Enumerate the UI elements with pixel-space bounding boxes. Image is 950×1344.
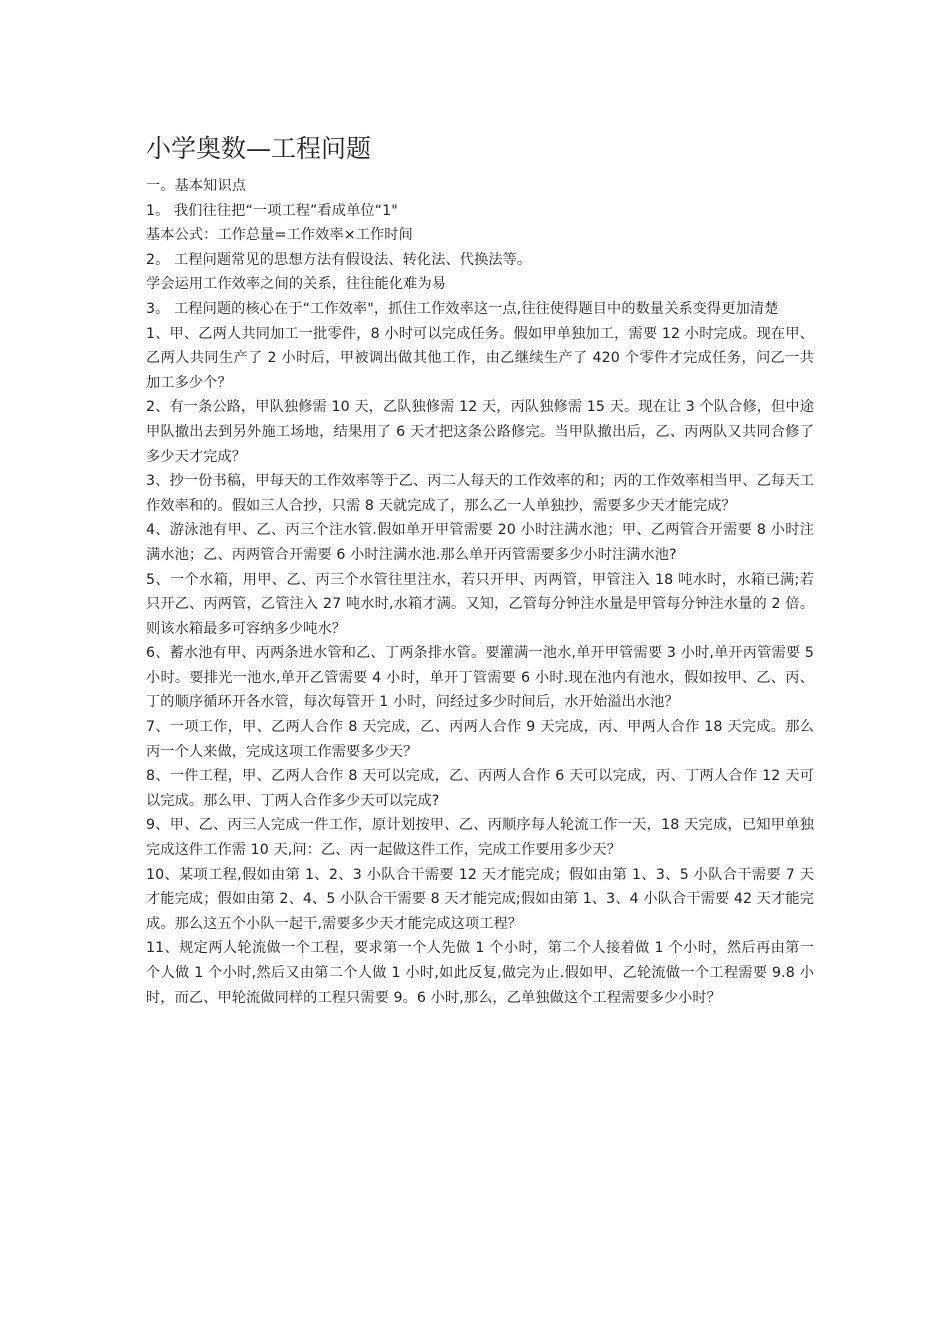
- problem-item: 1、甲、乙两人共同加工一批零件，8 小时可以完成任务。假如甲单独加工，需要 12 小时完成。现在甲、乙两人共同生产了 2 小时后，甲被调出做其他工作，由乙继续生产了 420 个零件才完成任务，问乙一共加工多少个？: [146, 325, 814, 391]
- problem-item: 11、规定两人轮流做一个工程，要求第一个人先做 1 个小时，第二个人接着做 1 个小时，然后再由第一个人做 1 个小时,然后又由第二个人做 1 小时,如此反复,做完为止.假如甲、乙轮流做一个工程需要 9.8 小时，而乙、甲轮流做同样的工程只需要 9。6 小时,那么，乙单独做这个工程需要多少小时？: [146, 940, 814, 1006]
- page-title: 小学奥数—工程问题: [146, 134, 372, 163]
- problem-item: 8、一件工程，甲、乙两人合作 8 天可以完成，乙、丙两人合作 6 天可以完成，丙、丁两人合作 12 天可以完成。那么甲、丁两人合作多少天可以完成?: [146, 768, 814, 809]
- document-body: [146, 128, 814, 1010]
- problem-item: 4、游泳池有甲、乙、丙三个注水管.假如单开甲管需要 20 小时注满水池；甲、乙两管合开需要 8 小时注满水池；乙、丙两管合开需要 6 小时注满水池.那么单开丙管需要多少小时注满水池?: [146, 522, 814, 563]
- problem-item: 3、抄一份书稿，甲每天的工作效率等于乙、丙二人每天的工作效率的和；丙的工作效率相当甲、乙每天工作效率和的。假如三人合抄，只需 8 天就完成了，那么乙一人单独抄，需要多少天才能完成？: [146, 473, 814, 514]
- knowledge-point: 学会运用工作效率之间的关系，往往能化难为易: [146, 276, 447, 293]
- knowledge-point: 基本公式：工作总量=工作效率×工作时间: [146, 227, 413, 244]
- problem-item: 10、某项工程,假如由第 1、2、3 小队合干需要 12 天才能完成；假如由第 1、3、5 小队合干需要 7 天才能完成；假如由第 2、4、5 小队合干需要 8 天才能完成;假如由第 1、3、4 小队合干需要 42 天才能完成。那么这五个小队一起干,需要多少天才能完成这项工程？: [146, 866, 814, 932]
- problem-item: 5、一个水箱，用甲、乙、丙三个水管往里注水，若只开甲、丙两管，甲管注入 18 吨水时，水箱已满;若只开乙、丙两管，乙管注入 27 吨水时,水箱才满。又知，乙管每分钟注水量是甲管每分钟注水量的 2 倍。则该水箱最多可容纳多少吨水？: [146, 571, 814, 637]
- knowledge-point: 1。 我们往往把“一项工程”看成单位“1": [146, 202, 398, 219]
- problem-item: 2、有一条公路，甲队独修需 10 天，乙队独修需 12 天，丙队独修需 15 天。现在让 3 个队合修，但中途甲队撤出去到另外施工场地，结果用了 6 天才把这条公路修完。当甲队撤出后，乙、丙两队又共同合修了多少天才完成？: [146, 399, 814, 465]
- knowledge-point: 3。 工程问题的核心在于“工作效率"，抓住工作效率这一点,往往使得题目中的数量关系变得更加清楚: [146, 300, 779, 317]
- problem-item: 7、一项工作，甲、乙两人合作 8 天完成，乙、丙两人合作 9 天完成，丙、甲两人合作 18 天完成。那么丙一个人来做，完成这项工作需要多少天？: [146, 719, 814, 760]
- problem-item: 9、甲、乙、丙三人完成一件工作，原计划按甲、乙、丙顺序每人轮流工作一天，18 天完成，已知甲单独完成这件工作需 10 天,问：乙、丙一起做这件工作，完成工作要用多少天？: [146, 817, 814, 859]
- section-heading: 一。基本知识点: [146, 178, 247, 194]
- problem-item: 6、蓄水池有甲、丙两条进水管和乙、丁两条排水管。要灌满一池水,单开甲管需要 3 小时,单开丙管需要 5 小时。要排光一池水,单开乙管需要 4 小时，单开丁管需要 6 小时.现在池内有池水，假如按甲、乙、丙、丁的顺序循环开各水管，每次每管开 1 小时，问经过多少时间后，水开始溢出水池？: [146, 645, 814, 711]
- knowledge-point: 2。 工程问题常见的思想方法有假设法、转化法、代换法等。: [146, 251, 532, 268]
